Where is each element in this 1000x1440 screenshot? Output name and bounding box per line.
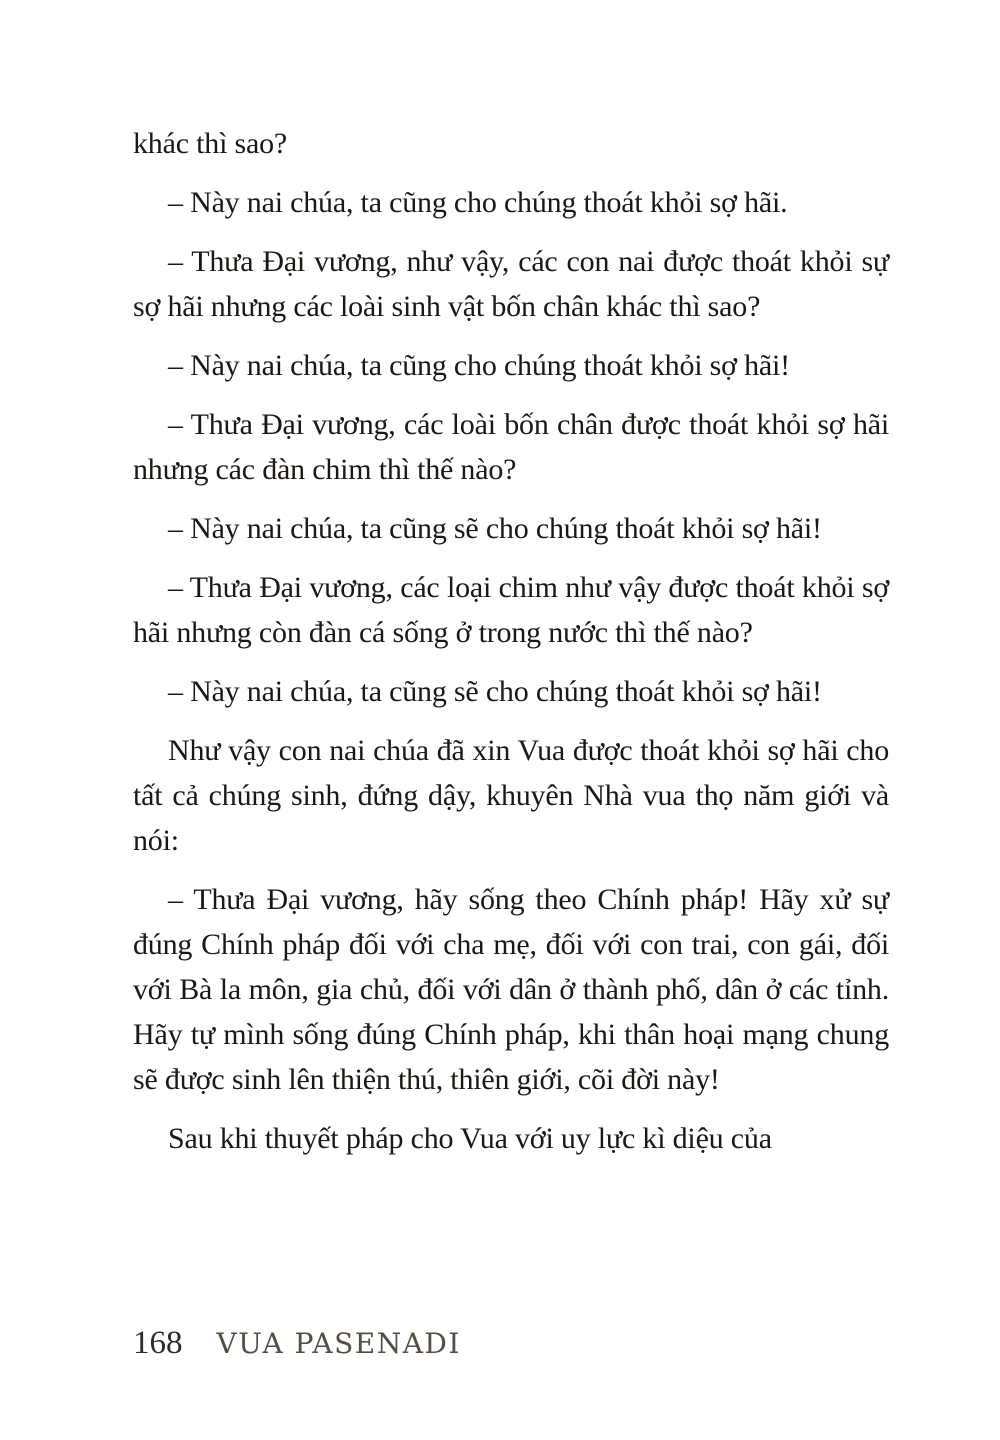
body-paragraph: – Thưa Đại vương, hãy sống theo Chính pháp! Hãy xử sự đúng Chính pháp đối với cha mẹ, đối với con trai, con gái, đối với Bà la môn, gia chủ, đối với dân ở thành phố, dân ở các tỉnh. Hãy tự mình sống đúng Chính pháp, khi thân hoại mạng chung sẽ được sinh lên thiện thú, thiên giới, cõi đời này! (133, 883, 889, 1096)
body-paragraph: – Thưa Đại vương, các loài bốn chân được thoát khỏi sợ hãi nhưng các đàn chim thì thế nào? (133, 408, 889, 486)
body-paragraph: – Thưa Đại vương, các loại chim như vậy được thoát khỏi sợ hãi nhưng còn đàn cá sống ở trong nước thì thế nào? (133, 571, 889, 649)
body-paragraph: – Này nai chúa, ta cũng cho chúng thoát khỏi sợ hãi. (168, 186, 788, 219)
running-title: VUA PASENADI (216, 1327, 461, 1360)
body-paragraph: – Này nai chúa, ta cũng sẽ cho chúng thoát khỏi sợ hãi! (168, 675, 822, 708)
body-paragraph: – Thưa Đại vương, như vậy, các con nai được thoát khỏi sự sợ hãi nhưng các loài sinh vật bốn chân khác thì sao? (133, 245, 889, 323)
page-number: 168 (133, 1325, 183, 1361)
body-paragraph: – Này nai chúa, ta cũng cho chúng thoát khỏi sợ hãi! (168, 349, 790, 382)
body-paragraph: khác thì sao? (133, 127, 288, 160)
body-paragraph: Sau khi thuyết pháp cho Vua với uy lực kì diệu của (168, 1122, 772, 1155)
body-paragraph: – Này nai chúa, ta cũng sẽ cho chúng thoát khỏi sợ hãi! (168, 512, 822, 545)
page-footer (133, 1325, 461, 1362)
body-paragraph: Như vậy con nai chúa đã xin Vua được thoát khỏi sợ hãi cho tất cả chúng sinh, đứng dậy, khuyên Nhà vua thọ năm giới và nói: (133, 734, 889, 857)
body-text-block (133, 121, 889, 1175)
